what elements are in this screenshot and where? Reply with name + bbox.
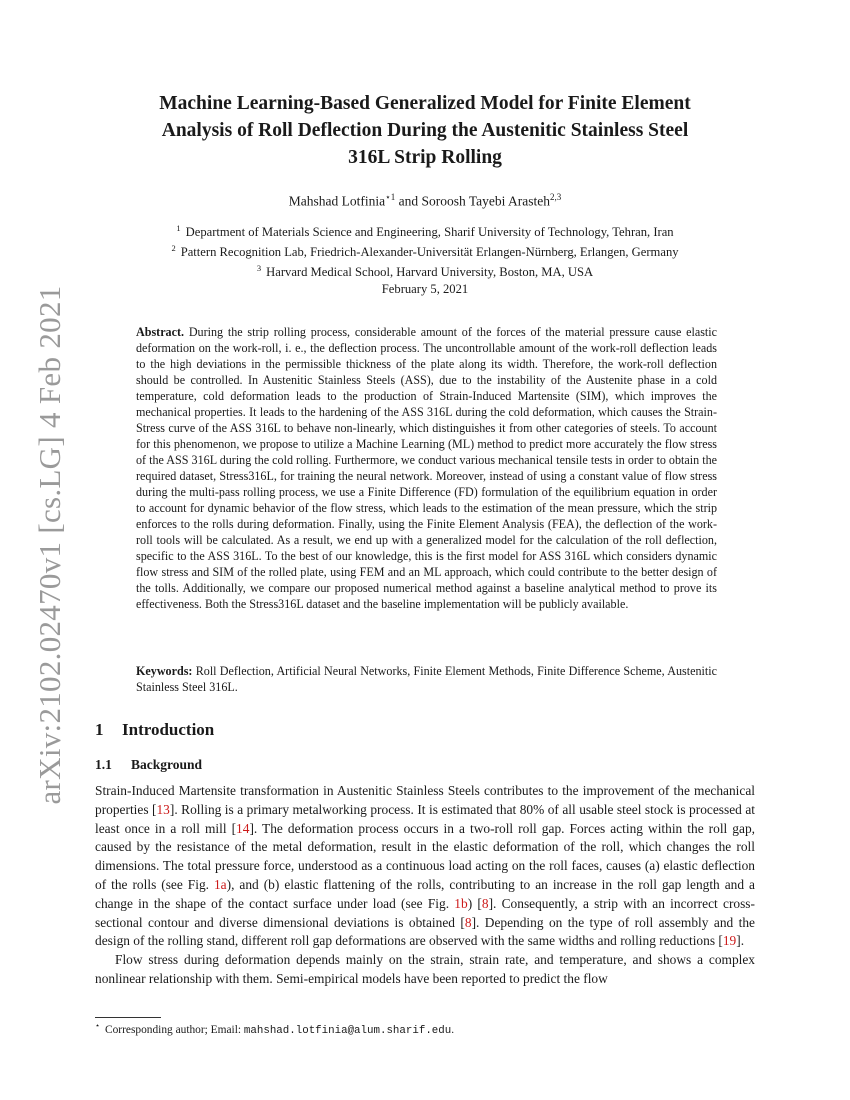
author-name: Mahshad Lotfinia — [288, 193, 386, 209]
affiliation-line — [95, 220, 755, 240]
citation-link[interactable]: 8 — [464, 914, 472, 930]
text-run: ]. Consequently, a strip with an incorrect cross-sectional contour and diverse dimensional deviations is obtained [ — [95, 895, 755, 930]
footnote-text: Corresponding author; Email: — [105, 1023, 244, 1036]
paper-title — [95, 90, 755, 171]
section-title: Introduction — [122, 720, 215, 739]
affiliation-number: 3 — [256, 263, 262, 274]
title-line: Analysis of Roll Deflection During the Austenitic Stainless Steel — [161, 120, 689, 141]
keywords-text: Roll Deflection, Artificial Neural Networks, Finite Element Methods, Finite Difference Scheme, Austenitic Stainless Steel 316L. — [136, 664, 717, 694]
citation-link[interactable]: 19 — [722, 933, 737, 949]
text-run: ), and (b) elastic flattening of the rolls, contributing to an increase in the roll gap length and a change in the shape of the contact surface under load (see Fig. — [95, 876, 755, 911]
arxiv-identifier-stamp: arXiv:2102.02470v1 [cs.LG] 4 Feb 2021 — [32, 285, 67, 805]
subsection-number: 1.1 — [95, 757, 112, 772]
body-paragraph — [95, 782, 755, 951]
text-run: ]. — [736, 933, 745, 949]
affiliation-text: Harvard Medical School, Harvard University, Boston, MA, USA — [266, 265, 594, 280]
citation-link[interactable]: 8 — [481, 895, 489, 911]
text-run: ) [ — [467, 895, 482, 911]
title-line: Machine Learning-Based Generalized Model for Finite Element — [159, 93, 691, 114]
body-paragraph: Flow stress during deformation depends mainly on the strain, strain rate, and temperature, and shows a complex nonlinear relationship with them. Semi-empirical models have been reported to predict the flow — [95, 952, 755, 986]
text-run: Strain-Induced Martensite transformation in Austenitic Stainless Steels contributes to the improvement of the mechanical properties [ — [95, 783, 755, 817]
figure-reference-link[interactable]: 1a — [213, 876, 227, 892]
keywords — [136, 663, 717, 695]
title-line: 316L Strip Rolling — [348, 147, 502, 168]
citation-link[interactable]: 14 — [236, 820, 250, 836]
author-name: Soroosh Tayebi Arasteh — [421, 193, 551, 209]
abstract-text: During the strip rolling process, considerable amount of the forces of the material pressure cause elastic deformation on the work-roll, i. e., the deflection process. The uncontrollable amount of the work-roll deflection leads to the high deviations in the permissible thickness of the plate along its width. Therefore, the work-roll deflection should be controlled. In Austenitic Stainless Steels (ASS), due to the instability of the Austenite phase in a cold temperature, cold deformation leads to the production of Strain-Induced Martensite (SIM), which improves the mechanical properties. It leads to the hardening of the ASS 316L during the cold deformation, which causes the Strain-Stress curve of the ASS 316L to behave non-linearly, which distinguishes it from other categories of steels. To account for this phenomenon, we propose to utilize a Machine Learning (ML) method to predict more accurately the flow stress of the ASS 316L during the cold rolling. Furthermore, we conduct various mechanical tensile tests in order to obtain the required dataset, Stress316L, for training the neural network. Moreover, instead of using a constant value of flow stress during the multi-pass rolling process, we use a Finite Difference (FD) formulation of the equilibrium equation in order to account for dynamic behavior of the flow stress, which leads to the estimation of the mean pressure, which the strip enforces to the rolls during deformation. Finally, using the Finite Element Analysis (FEA), the deflection of the work-roll tools will be calculated. As a result, we end up with a generalized model for the calculation of the roll deflection, specific to the ASS 316L. To the best of our knowledge, this is the first model for ASS 316L which considers dynamic flow stress and SIM of the rolled plate, using FEM and an ML approach, which could contribute to the better design of the tolls. Additionally, we compare our proposed numerical method against a baseline analytical method to prove its effectiveness. Both the Stress316L dataset and the baseline implementation will be publicly available. — [136, 325, 717, 611]
abstract-label: Abstract. — [136, 325, 185, 339]
footnote-end: . — [451, 1023, 455, 1036]
text-run: ]. Rolling is a primary metalworking process. It is estimated that 80% of all usable steel stock is processed at least once in a roll mill [ — [95, 801, 755, 836]
figure-reference-link[interactable]: 1b — [454, 895, 468, 911]
footnote — [95, 1021, 755, 1037]
footnote-divider — [95, 1017, 161, 1018]
keywords-label: Keywords: — [136, 664, 193, 678]
affiliations — [95, 220, 755, 297]
text-run: ]. Depending on the type of roll assembly and the design of the rolling stand, different roll gap deformations are observed with the same widths and rolling reductions [ — [95, 914, 755, 949]
footnote-mark: ⋆ — [95, 1021, 101, 1030]
section-number: 1 — [95, 720, 104, 739]
citation-link[interactable]: 13 — [156, 801, 170, 817]
affiliation-text: Pattern Recognition Lab, Friedrich-Alexander-Universität Erlangen-Nürnberg, Erlangen, Germany — [180, 245, 679, 260]
author-affiliation-marks: 2,3 — [550, 192, 562, 202]
section-heading — [95, 720, 214, 740]
author-affiliation-marks: ⋆1 — [385, 192, 396, 202]
author-email[interactable]: mahshad.lotfinia@alum.sharif.edu — [243, 1024, 452, 1037]
publication-date: February 5, 2021 — [381, 281, 469, 296]
author-joiner: and — [395, 193, 422, 209]
subsection-heading — [95, 757, 202, 773]
author-list — [95, 192, 755, 210]
subsection-title: Background — [131, 757, 203, 772]
text-run: ]. The deformation process occurs in a two-roll roll gap. Forces acting within the roll gap, caused by the resistance of the metal deformation, result in the elastic deformation of the roll, which changes the roll dimensions. The total pressure force, understood as a continuous load acting on the roll faces, causes (a) elastic deflection of the rolls (see Fig. — [95, 820, 755, 892]
abstract — [136, 324, 717, 612]
affiliation-number: 1 — [176, 223, 181, 233]
affiliation-text: Department of Materials Science and Engineering, Sharif University of Technology, Tehran, Iran — [185, 225, 674, 240]
affiliation-line — [95, 260, 755, 280]
affiliation-line — [95, 240, 755, 260]
affiliation-number: 2 — [171, 243, 176, 254]
